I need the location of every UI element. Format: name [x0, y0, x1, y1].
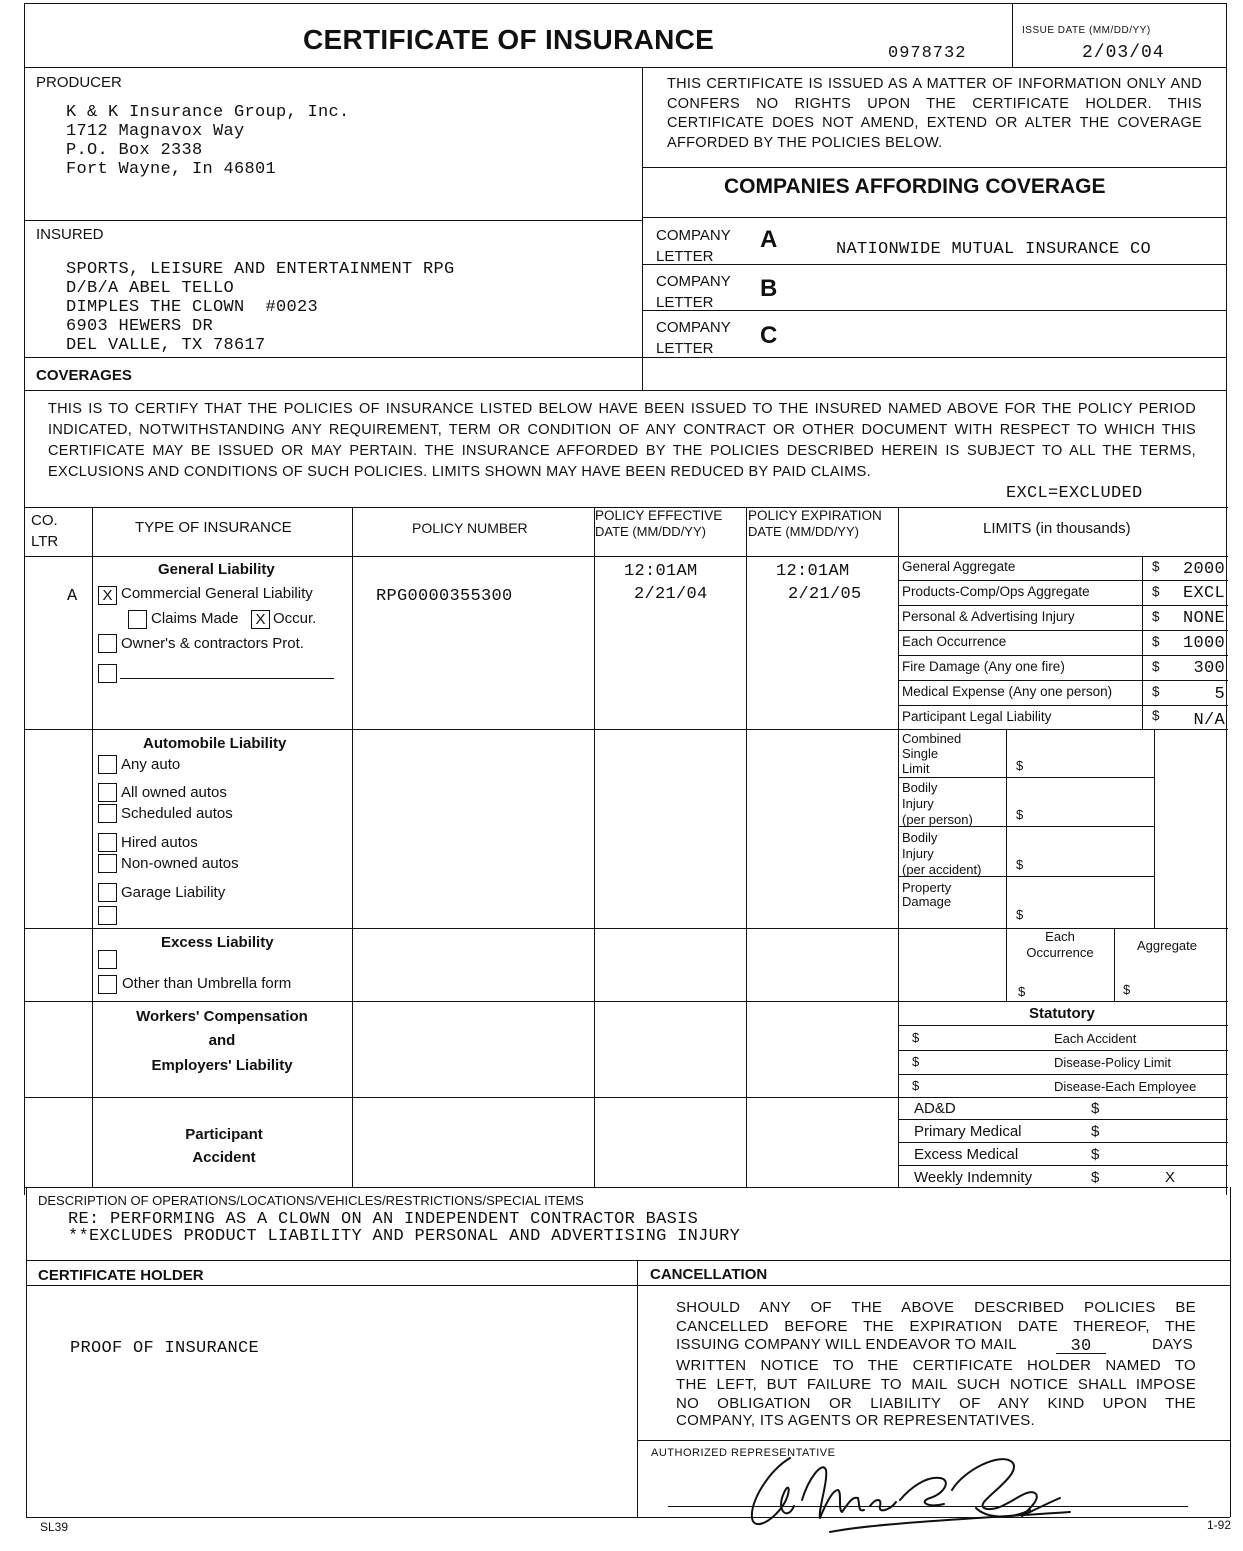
excl-note: EXCL=EXCLUDED: [1006, 484, 1143, 503]
property-damage-label: Damage: [902, 894, 952, 909]
wc-each-accident-currency: $: [912, 1030, 920, 1045]
producer-line: P.O. Box 2338: [66, 141, 203, 160]
certificate-holder-value: PROOF OF INSURANCE: [70, 1339, 260, 1358]
days-underline: [1056, 1353, 1106, 1354]
expiration-date-header: POLICY EXPIRATION: [748, 508, 882, 523]
certificate-number: 0978732: [888, 44, 967, 63]
limit-value: N/A: [1193, 711, 1225, 730]
hired-autos-checkbox[interactable]: [98, 833, 117, 852]
garage-liability-label: Garage Liability: [121, 884, 226, 901]
participant-accident-heading: Participant: [185, 1126, 263, 1143]
claims-made-label: Claims Made: [151, 610, 239, 627]
workers-comp-heading: and: [208, 1032, 236, 1049]
expiration-date-header: DATE (MM/DD/YY): [748, 524, 859, 539]
coverages-label: COVERAGES: [36, 367, 132, 384]
cancellation-days: 30: [1070, 1337, 1092, 1356]
information-disclaimer: THIS CERTIFICATE IS ISSUED AS A MATTER OF INFORMATION ONLY AND CONFERS NO RIGHTS UPON THE CERTIFICATE HOLDER. THIS CERTIFICATE DOES NOT AMEND, EXTEND OR ALTER THE COVERAGE AFFORDED BY THE POLICIES BELOW.: [667, 76, 1202, 151]
wc-each-employee-label: Disease-Each Employee: [1054, 1079, 1197, 1094]
bodily-injury-person-label: Injury: [902, 796, 934, 811]
owners-contractors-label: Owner's & contractors Prot.: [121, 635, 304, 652]
company-label: COMPANY: [656, 273, 731, 290]
each-occurrence-label: Each: [1045, 929, 1075, 944]
garage-liability-checkbox[interactable]: [98, 883, 117, 902]
weekly-indemnity-mark: X: [1165, 1169, 1176, 1186]
excess-aggregate-currency: $: [1123, 982, 1131, 997]
policy-number-header: POLICY NUMBER: [412, 520, 528, 536]
other-than-umbrella-label: Other than Umbrella form: [122, 975, 292, 992]
company-label: COMPANY: [656, 227, 731, 244]
commercial-general-liability-label: Commercial General Liability: [121, 585, 313, 602]
limit-currency: $: [1152, 708, 1160, 723]
limit-label: Each Occurrence: [902, 634, 1007, 649]
csl-label: Limit: [902, 761, 930, 776]
company-letter: B: [760, 275, 778, 302]
participant-accident-heading: Accident: [192, 1149, 256, 1166]
limit-label: Participant Legal Liability: [902, 709, 1052, 724]
any-auto-label: Any auto: [121, 756, 181, 773]
limit-currency: $: [1152, 684, 1160, 699]
excess-liability-heading: Excess Liability: [161, 934, 274, 951]
bodily-injury-person-currency: $: [1016, 807, 1024, 822]
insured-line: DIMPLES THE CLOWN #0023: [66, 298, 319, 317]
non-owned-autos-checkbox[interactable]: [98, 854, 117, 873]
cancellation-text-line: COMPANY, ITS AGENTS OR REPRESENTATIVES.: [676, 1412, 1035, 1429]
umbrella-checkbox[interactable]: [98, 950, 117, 969]
limits-header: LIMITS (in thousands): [983, 520, 1131, 537]
limit-value: 5: [1214, 685, 1225, 704]
letter-label: LETTER: [656, 248, 714, 265]
add-currency: $: [1091, 1100, 1100, 1117]
csl-currency: $: [1016, 758, 1024, 773]
cancellation-text-line: THE LEFT, BUT FAILURE TO MAIL SUCH NOTICE SHALL IMPOSE: [676, 1376, 1196, 1393]
limit-value: 300: [1193, 659, 1225, 678]
property-damage-currency: $: [1016, 907, 1024, 922]
limit-label: Personal & Advertising Injury: [902, 609, 1075, 624]
limit-currency: $: [1152, 634, 1160, 649]
limit-label: General Aggregate: [902, 559, 1016, 574]
bodily-injury-person-label: Bodily: [902, 780, 938, 795]
weekly-indemnity-label: Weekly Indemnity: [914, 1169, 1033, 1186]
wc-each-accident-label: Each Accident: [1054, 1031, 1137, 1046]
insured-line: 6903 HEWERS DR: [66, 317, 214, 336]
letter-label: LETTER: [656, 294, 714, 311]
authorized-representative-label: AUTHORIZED REPRESENTATIVE: [651, 1447, 836, 1459]
co-ltr-header: LTR: [31, 533, 59, 550]
limit-value: EXCL: [1182, 584, 1225, 603]
company-name: NATIONWIDE MUTUAL INSURANCE CO: [836, 240, 1152, 259]
producer-line: 1712 Magnavox Way: [66, 122, 245, 141]
cancellation-text-line: SHOULD ANY OF THE ABOVE DESCRIBED POLICIES BE: [676, 1299, 1196, 1316]
gl-effective-time: 12:01AM: [624, 562, 698, 581]
non-owned-autos-label: Non-owned autos: [121, 855, 239, 872]
other-gl-blank-line: [120, 678, 334, 679]
gl-policy-number: RPG0000355300: [376, 587, 513, 606]
insured-line: DEL VALLE, TX 78617: [66, 336, 266, 355]
issue-date-label: ISSUE DATE (MM/DD/YY): [1022, 25, 1151, 36]
co-ltr-header: CO.: [31, 512, 58, 529]
gl-expiration-date: 2/21/05: [788, 585, 862, 604]
excess-medical-label: Excess Medical: [914, 1146, 1019, 1163]
companies-heading: COMPANIES AFFORDING COVERAGE: [724, 175, 1106, 198]
csl-label: Single: [902, 746, 939, 761]
certificate-holder-label: CERTIFICATE HOLDER: [38, 1267, 204, 1284]
page-title: CERTIFICATE OF INSURANCE: [303, 24, 715, 55]
aggregate-label: Aggregate: [1137, 938, 1197, 953]
limit-label: Medical Expense (Any one person): [902, 684, 1113, 699]
bodily-injury-accident-currency: $: [1016, 857, 1024, 872]
bodily-injury-accident-label: Bodily: [902, 830, 938, 845]
effective-date-header: DATE (MM/DD/YY): [595, 524, 706, 539]
producer-label: PRODUCER: [36, 74, 122, 91]
limit-label: Fire Damage (Any one fire): [902, 659, 1065, 674]
cancellation-text-line: ISSUING COMPANY WILL ENDEAVOR TO MAIL: [676, 1336, 1017, 1353]
company-label: COMPANY: [656, 319, 731, 336]
other-gl-checkbox[interactable]: [98, 664, 117, 683]
producer-line: Fort Wayne, In 46801: [66, 160, 277, 179]
cancellation-text-line: DAYS: [1152, 1336, 1193, 1353]
cancellation-label: CANCELLATION: [650, 1266, 768, 1283]
limit-value: 2000: [1182, 560, 1225, 579]
excess-each-currency: $: [1018, 984, 1026, 999]
cancellation-text-line: NO OBLIGATION OR LIABILITY OF ANY KIND UPON THE: [676, 1395, 1196, 1412]
authorized-signature: [730, 1440, 1090, 1540]
bodily-injury-accident-label: (per accident): [902, 862, 982, 877]
limit-currency: $: [1152, 659, 1160, 674]
bodily-injury-accident-label: Injury: [902, 846, 934, 861]
cancellation-text-line: CANCELLED BEFORE THE EXPIRATION DATE THEREOF, THE: [676, 1318, 1196, 1335]
description-line: RE: PERFORMING AS A CLOWN ON AN INDEPENDENT CONTRACTOR BASIS: [68, 1210, 699, 1229]
owners-contractors-checkbox[interactable]: [98, 634, 117, 653]
other-auto-checkbox[interactable]: [98, 906, 117, 925]
commercial-general-liability-checkbox[interactable]: X: [98, 586, 117, 605]
property-damage-label: Property: [902, 880, 952, 895]
insured-line: SPORTS, LEISURE AND ENTERTAINMENT RPG: [66, 260, 455, 279]
coverages-statement: THIS IS TO CERTIFY THAT THE POLICIES OF INSURANCE LISTED BELOW HAVE BEEN ISSUED TO THE INSURED NAMED ABOVE FOR THE POLICY PERIOD INDICATED, NOTWITHSTANDING ANY REQUIREMENT, TERM OR CONDITION OF ANY CONTRACT OR OTHER DOCUMENT WITH RESPECT TO WHICH THIS CERTIFICATE MAY BE ISSUED OR MAY PERTAIN. THE INSURANCE AFFORDED BY THE POLICIES DESCRIBED HEREIN IS SUBJECT TO ALL THE TERMS, EXCLUSIONS AND CONDITIONS OF SUCH POLICIES. LIMITS SHOWN MAY HAVE BEEN REDUCED BY PAID CLAIMS.: [48, 401, 1196, 480]
general-liability-heading: General Liability: [158, 561, 275, 578]
gl-effective-date: 2/21/04: [634, 585, 708, 604]
occurrence-checkbox[interactable]: X: [251, 610, 270, 629]
effective-date-header: POLICY EFFECTIVE: [595, 508, 723, 523]
claims-made-checkbox[interactable]: [128, 610, 147, 629]
csl-label: Combined: [902, 731, 962, 746]
company-letter: C: [760, 322, 778, 349]
limit-value: 1000: [1182, 634, 1225, 653]
company-letter: A: [760, 226, 778, 253]
cancellation-text-line: WRITTEN NOTICE TO THE CERTIFICATE HOLDER NAMED TO: [676, 1357, 1196, 1374]
primary-medical-currency: $: [1091, 1123, 1100, 1140]
occurrence-label: Occur.: [273, 610, 317, 627]
bodily-injury-person-label: (per person): [902, 812, 973, 827]
gl-company-letter: A: [67, 587, 78, 606]
wc-each-employee-currency: $: [912, 1078, 920, 1093]
all-owned-autos-checkbox[interactable]: [98, 783, 117, 802]
workers-comp-heading: Employers' Liability: [151, 1057, 293, 1074]
type-of-insurance-header: TYPE OF INSURANCE: [135, 519, 292, 536]
description-line: **EXCLUDES PRODUCT LIABILITY AND PERSONAL AND ADVERTISING INJURY: [68, 1227, 741, 1246]
statutory-label: Statutory: [1029, 1005, 1095, 1022]
description-label: DESCRIPTION OF OPERATIONS/LOCATIONS/VEHICLES/RESTRICTIONS/SPECIAL ITEMS: [38, 1193, 584, 1208]
limit-label: Products-Comp/Ops Aggregate: [902, 584, 1090, 599]
weekly-indemnity-currency: $: [1091, 1169, 1100, 1186]
primary-medical-label: Primary Medical: [914, 1123, 1022, 1140]
wc-policy-limit-currency: $: [912, 1054, 920, 1069]
each-occurrence-label: Occurrence: [1026, 945, 1094, 960]
hired-autos-label: Hired autos: [121, 834, 198, 851]
scheduled-autos-checkbox[interactable]: [98, 804, 117, 823]
insured-label: INSURED: [36, 226, 104, 243]
all-owned-autos-label: All owned autos: [121, 784, 227, 801]
limit-currency: $: [1152, 584, 1160, 599]
gl-expiration-time: 12:01AM: [776, 562, 850, 581]
other-than-umbrella-checkbox[interactable]: [98, 975, 117, 994]
wc-policy-limit-label: Disease-Policy Limit: [1054, 1055, 1172, 1070]
limit-value: NONE: [1182, 609, 1225, 628]
scheduled-autos-label: Scheduled autos: [121, 805, 233, 822]
insured-line: D/B/A ABEL TELLO: [66, 279, 235, 298]
add-label: AD&D: [914, 1100, 956, 1117]
limit-currency: $: [1152, 559, 1160, 574]
producer-line: K & K Insurance Group, Inc.: [66, 103, 350, 122]
form-code: SL39: [40, 1520, 69, 1534]
any-auto-checkbox[interactable]: [98, 755, 117, 774]
issue-date: 2/03/04: [1082, 43, 1165, 63]
letter-label: LETTER: [656, 340, 714, 357]
excess-medical-currency: $: [1091, 1146, 1100, 1163]
form-revision: 1-92: [1207, 1518, 1232, 1532]
limit-currency: $: [1152, 609, 1160, 624]
automobile-liability-heading: Automobile Liability: [143, 735, 287, 752]
workers-comp-heading: Workers' Compensation: [136, 1008, 308, 1025]
